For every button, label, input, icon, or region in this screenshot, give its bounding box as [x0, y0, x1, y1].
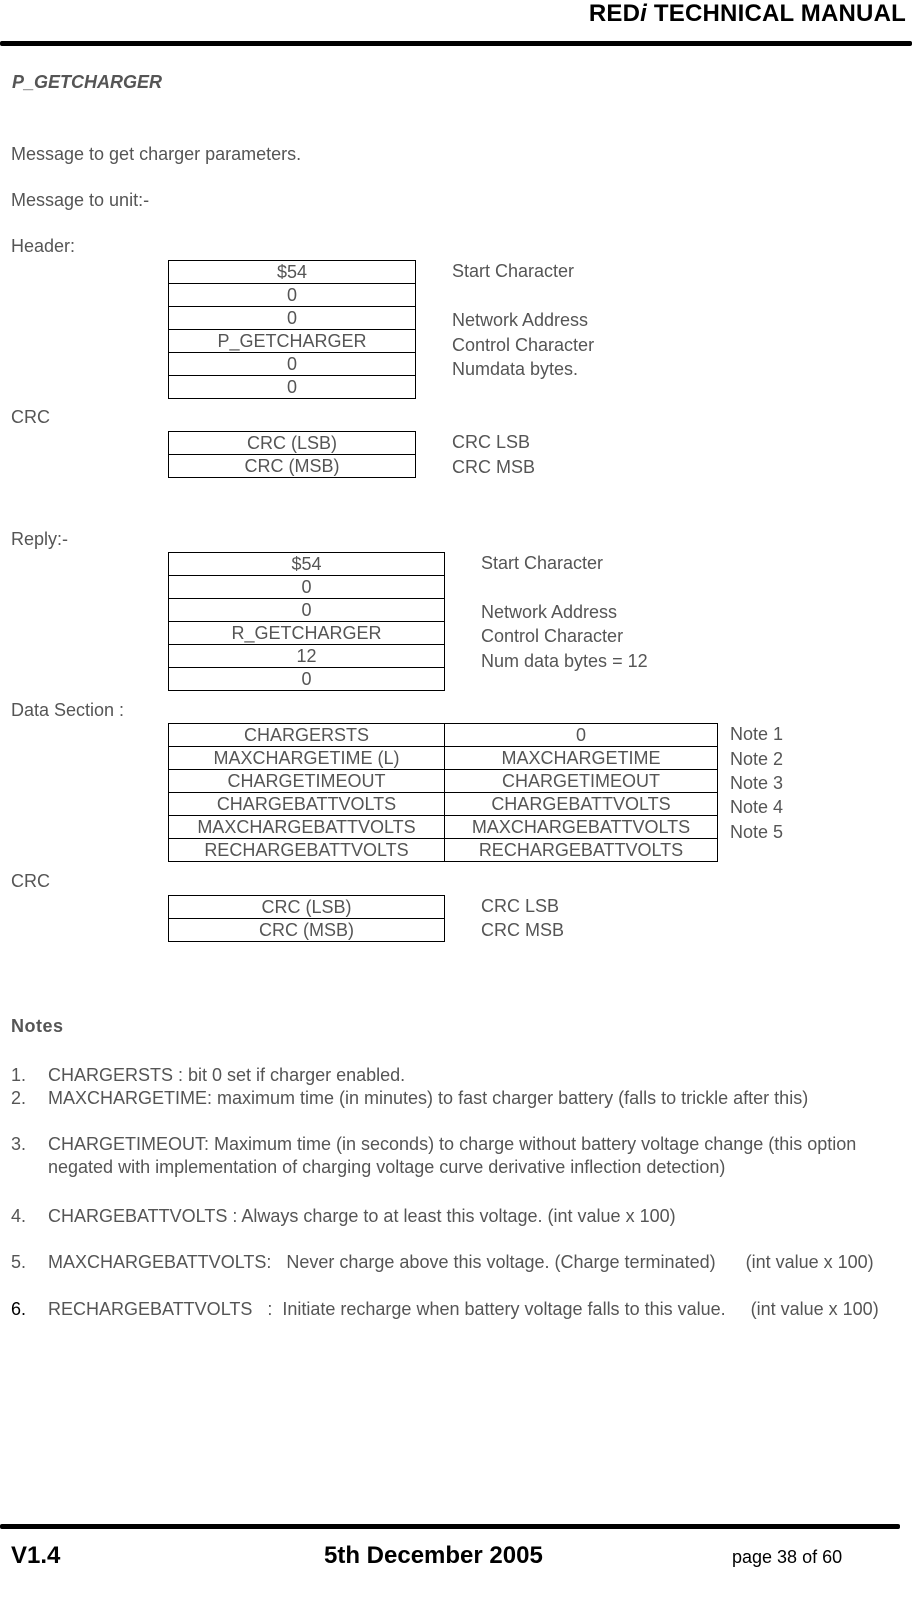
- table-row: [169, 896, 445, 919]
- reply-crc-label: CRC: [11, 871, 50, 891]
- table-row: [169, 839, 718, 862]
- table-row: [169, 645, 445, 668]
- table-row: [169, 455, 416, 478]
- table-cell: CRC (LSB): [169, 896, 445, 919]
- field-description: Network Address: [452, 310, 589, 330]
- request-crc-table: [168, 431, 416, 478]
- table-cell: 0: [169, 307, 416, 330]
- table-row: [169, 576, 445, 599]
- field-description: Control Character: [481, 626, 624, 646]
- table-cell: CHARGETIMEOUT: [445, 770, 718, 793]
- section-title: P_GETCHARGER: [12, 72, 163, 92]
- reply-data-table: [168, 723, 718, 862]
- table-cell: R_GETCHARGER: [169, 622, 445, 645]
- table-cell: RECHARGEBATTVOLTS: [169, 839, 445, 862]
- table-cell: MAXCHARGETIME: [445, 747, 718, 770]
- table-cell: RECHARGEBATTVOLTS: [445, 839, 718, 862]
- table-cell: CHARGETIMEOUT: [169, 770, 445, 793]
- table-cell: P_GETCHARGER: [169, 330, 416, 353]
- table-row: [169, 770, 718, 793]
- table-row: [169, 261, 416, 284]
- table-cell: 0: [169, 668, 445, 691]
- field-description: Control Character: [452, 335, 595, 355]
- field-description: Num data bytes = 12: [481, 651, 648, 671]
- reply-label: Reply:-: [11, 529, 69, 549]
- table-cell: 0: [169, 353, 416, 376]
- field-description: CRC MSB: [452, 457, 536, 477]
- table-cell: 0: [169, 284, 416, 307]
- table-cell: MAXCHARGEBATTVOLTS: [169, 816, 445, 839]
- table-row: [169, 284, 416, 307]
- table-cell: $54: [169, 553, 445, 576]
- table-cell: 12: [169, 645, 445, 668]
- table-row: [169, 747, 718, 770]
- table-row: [169, 599, 445, 622]
- table-row: [169, 553, 445, 576]
- notes-heading: Notes: [11, 1016, 64, 1036]
- field-description: CRC LSB: [481, 896, 560, 916]
- reply-crc-table: [168, 895, 445, 942]
- table-row: [169, 307, 416, 330]
- footer-page-number: page 38 of 60: [732, 1547, 843, 1567]
- field-description: Numdata bytes.: [452, 359, 579, 379]
- table-cell: MAXCHARGETIME (L): [169, 747, 445, 770]
- message-to-unit-label: Message to unit:-: [11, 190, 150, 210]
- request-header-label: Header:: [11, 236, 76, 256]
- table-cell: CHARGEBATTVOLTS: [169, 793, 445, 816]
- table-row: [169, 816, 718, 839]
- note-reference: Note 5: [730, 822, 784, 842]
- table-cell: 0: [169, 599, 445, 622]
- table-row: [169, 724, 718, 747]
- header-rule: [0, 41, 912, 46]
- table-cell: 0: [169, 576, 445, 599]
- table-row: [169, 330, 416, 353]
- table-cell: CRC (MSB): [169, 455, 416, 478]
- reply-header-table: [168, 552, 445, 691]
- table-cell: CRC (LSB): [169, 432, 416, 455]
- note-reference: Note 3: [730, 773, 784, 793]
- table-cell: CHARGEBATTVOLTS: [445, 793, 718, 816]
- request-crc-label: CRC: [11, 407, 50, 427]
- table-cell: 0: [445, 724, 718, 747]
- table-cell: 0: [169, 376, 416, 399]
- table-row: [169, 668, 445, 691]
- table-cell: MAXCHARGEBATTVOLTS: [445, 816, 718, 839]
- table-row: [169, 432, 416, 455]
- footer-rule: [0, 1524, 900, 1529]
- table-row: [169, 353, 416, 376]
- note-reference: Note 2: [730, 749, 784, 769]
- data-section-label: Data Section :: [11, 700, 125, 720]
- footer-version: V1.4: [11, 1542, 61, 1569]
- table-cell: CRC (MSB): [169, 919, 445, 942]
- table-row: [169, 919, 445, 942]
- field-description: CRC LSB: [452, 432, 531, 452]
- table-cell: CHARGERSTS: [169, 724, 445, 747]
- field-description: Start Character: [481, 553, 604, 573]
- table-row: [169, 376, 416, 399]
- intro-text: Message to get charger parameters.: [11, 144, 302, 164]
- footer-date: 5th December 2005: [324, 1542, 543, 1569]
- table-row: [169, 793, 718, 816]
- manual-title: REDi TECHNICAL MANUAL: [588, 0, 906, 27]
- note-reference: Note 4: [730, 797, 784, 817]
- note-reference: Note 1: [730, 724, 784, 744]
- request-header-table: [168, 260, 416, 399]
- table-row: [169, 622, 445, 645]
- field-description: Network Address: [481, 602, 618, 622]
- field-description: CRC MSB: [481, 920, 565, 940]
- field-description: Start Character: [452, 261, 575, 281]
- table-cell: $54: [169, 261, 416, 284]
